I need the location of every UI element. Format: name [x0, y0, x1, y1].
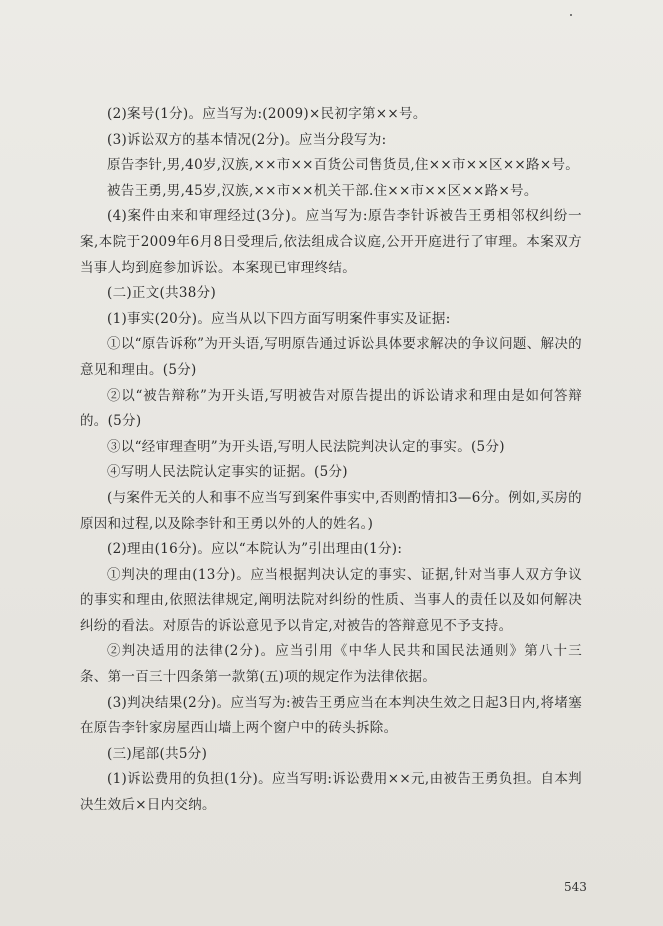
section-heading: (二)正文(共38分): [107, 285, 217, 302]
paragraph: (2)案号(1分)。应当写为:(2009)×民初字第××号。: [107, 106, 427, 122]
paragraph: (3)判决结果(2分)。应当写为:被告王勇应当在本判决生效之日起3日内,将堵塞在原告李针家房屋西山墙上两个窗户中的砖头拆除。: [80, 694, 582, 737]
paragraph: ①以“原告诉称”为开头语,写明原告通过诉讼具体要求解决的争议问题、解决的意见和理由。(5分): [80, 336, 582, 378]
paragraph: (2)理由(16分)。应以“本院认为”引出理由(1分):: [107, 541, 403, 558]
paragraph: ①判决的理由(13分)。应当根据判决认定的事实、证据,针对当事人双方争议的事实和理由,依照法律规定,阐明法院对纠纷的性质、当事人的责任以及如何解决纠纷的看法。对原告的诉讼意见予以肯定,对被告的答辩意见不予支持。: [80, 566, 582, 634]
paragraph: ②以“被告辩称”为开头语,写明被告对原告提出的诉讼请求和理由是如何答辩的。(5分): [80, 387, 582, 430]
paragraph: ②判决适用的法律(2分)。应当引用《中华人民共和国民法通则》第八十三条、第一百三十四条第一款第(五)项的规定作为法律依据。: [80, 643, 582, 686]
paragraph: 被告王勇,男,45岁,汉族,××市××机关干部.住××市××区××路×号。: [107, 182, 538, 199]
page-number: 543: [564, 880, 587, 894]
paragraph: (1)事实(20分)。应当从以下四方面写明案件事实及证据:: [107, 310, 451, 327]
paragraph: ③以“经审理查明”为开头语,写明人民法院判决认定的事实。(5分): [107, 438, 505, 455]
paragraph: (与案件无关的人和事不应当写到案件事实中,否则酌情扣3—6分。例如,买房的原因和过程,以及除李针和王勇以外的人的姓名。): [80, 489, 582, 532]
paragraph: (3)诉讼双方的基本情况(2分)。应当分段写为:: [107, 131, 387, 148]
section-heading: (三)尾部(共5分): [107, 745, 208, 762]
paragraph: 原告李针,男,40岁,汉族,××市××百货公司售货员,住××市××区××路×号。: [107, 157, 580, 174]
paragraph: (1)诉讼费用的负担(1分)。应当写明:诉讼费用××元,由被告王勇负担。自本判决生效后×日内交纳。: [80, 771, 582, 814]
paragraph: ④写明人民法院认定事实的证据。(5分): [107, 464, 348, 481]
paragraph: (4)案件由来和审理经过(3分)。应当写为:原告李针诉被告王勇相邻权纠纷一案,本院于2009年6月8日受理后,依法组成合议庭,公开开庭进行了审理。本案双方当事人均到庭参加诉讼。本案现已审理终结。: [80, 208, 582, 276]
body-text: [80, 102, 582, 819]
speck-mark: [570, 14, 572, 16]
